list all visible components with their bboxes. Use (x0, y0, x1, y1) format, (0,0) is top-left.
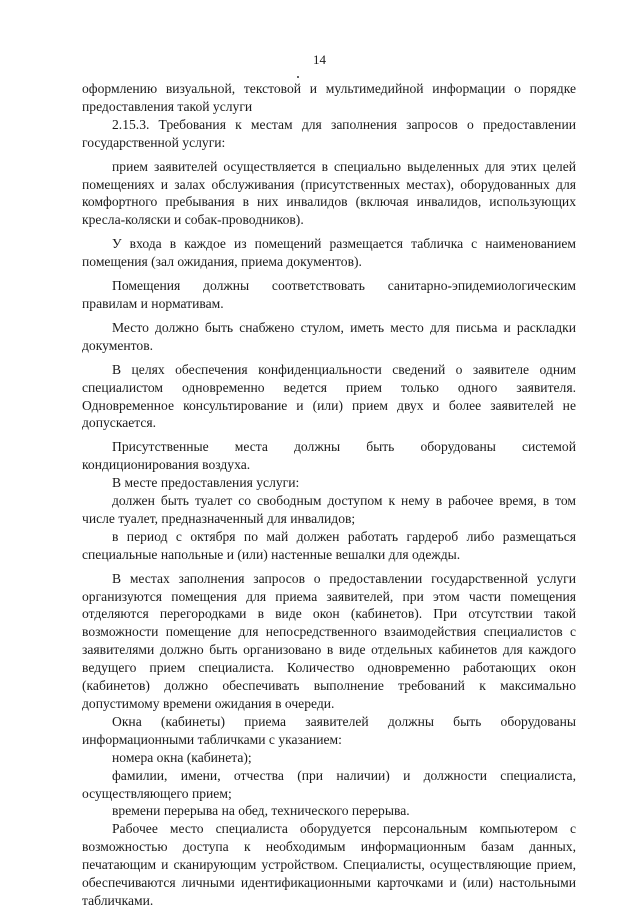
paragraph: Помещения должны соответствовать санитарно-эпидемиологическим правилам и нормативам. (82, 278, 576, 311)
paragraph: оформлению визуальной, текстовой и мультимедийной информации о порядке предоставления такой услуги (82, 81, 576, 114)
paragraph: прием заявителей осуществляется в специально выделенных для этих целей помещениях и залах обслуживания (присутственных местах), оборудованных для комфортного пребывания в них инвалидов (включая инвалидов, использующих кресла-коляски и собак-проводников). (82, 158, 576, 228)
paragraph: В местах заполнения запросов о предоставлении государственной услуги организуются помещения для приема заявителей, при этом части помещения отделяются перегородками в виде окон (кабинетов). При отсутствии такой возможности помещение для непосредственного взаимодействия специалистов с заявителями должно быть организовано в виде отдельных кабинетов для каждого ведущего прием специалиста. Количество одновременно работающих окон (кабинетов) должно обеспечивать выполнение требований к максимально допустимому времени ожидания в очереди. (82, 570, 576, 711)
paragraph: 2.15.3. Требования к местам для заполнения запросов о предоставлении государственной услуги: (82, 116, 576, 150)
page-number: 14 (313, 52, 326, 67)
paragraph: У входа в каждое из помещений размещается табличка с наименованием помещения (зал ожидания, приема документов). (82, 236, 576, 270)
paragraph: должен быть туалет со свободным доступом к нему в рабочее время, в том числе туалет, предназначенный для инвалидов; (82, 493, 576, 526)
paragraph: времени перерыва на обед, технического перерыва. (112, 803, 410, 819)
paragraph: Рабочее место специалиста оборудуется персональным компьютером с возможностью доступа к необходимым информационным базам данных, печатающим и сканирующим устройством. Специалисты, осуществляющие прием, обеспечиваются личными идентификационными карточками и (или) настольными табличками. (82, 821, 576, 908)
document-body (82, 80, 576, 910)
paragraph: фамилии, имени, отчества (при наличии) и должности специалиста, осуществляющего прием; (82, 767, 576, 801)
paragraph: номера окна (кабинета); (112, 749, 252, 765)
paragraph: Присутственные места должны быть оборудованы системой кондиционирования воздуха. (82, 439, 576, 473)
paragraph: в период с октября по май должен работать гардероб либо размещаться специальные напольные и (или) настенные вешалки для одежды. (82, 528, 576, 562)
paragraph: Окна (кабинеты) приема заявителей должны быть оборудованы информационными табличками с указанием: (82, 713, 576, 747)
scan-speck (297, 76, 299, 78)
paragraph: В целях обеспечения конфиденциальности сведений о заявителе одним специалистом одновременно ведется прием только одного заявителя. Одновременное консультирование и (или) прием двух и более заявителей не допускается. (82, 361, 576, 431)
paragraph: Место должно быть снабжено стулом, иметь место для письма и раскладки документов. (82, 319, 576, 353)
paragraph: В месте предоставления услуги: (112, 475, 300, 491)
